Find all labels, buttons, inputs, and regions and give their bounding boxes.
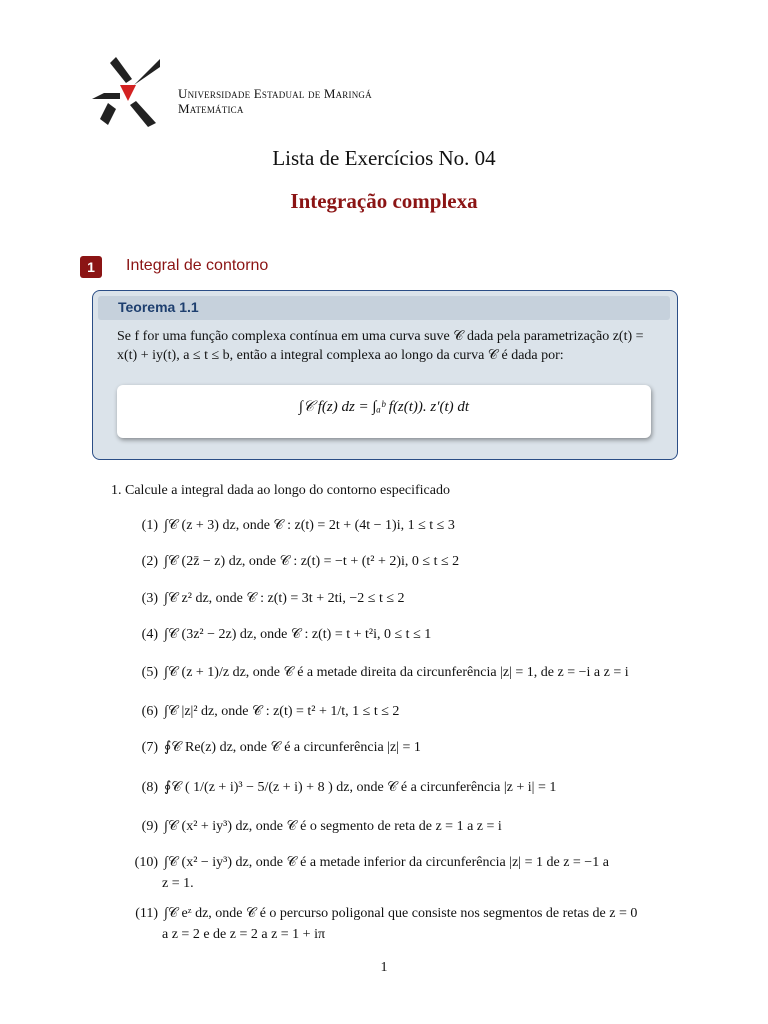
exercise-item [120, 904, 680, 923]
item-number: (5) [141, 665, 158, 680]
document-title: Lista de Exercícios No. 04 [272, 146, 496, 170]
exercise-item [120, 663, 629, 682]
item-number: (11) [135, 906, 158, 921]
item-text: ∫𝒞 eᶻ dz, onde 𝒞 é o percurso poligonal que consiste nos segmentos de retas de z = 0 [164, 906, 638, 921]
exercise-item [120, 778, 556, 797]
item-text: ∫𝒞 (x² − iy³) dz, onde 𝒞 é a metade inferior da circunferência |z| = 1 de z = −1 a [164, 855, 609, 870]
university-name: Universidade Estadual de Maringá [178, 86, 372, 101]
item-text: ∮𝒞 Re(z) dz, onde 𝒞 é a circunferência |z| = 1 [164, 740, 421, 755]
item-continuation: a z = 2 e de z = 2 a z = 1 + iπ [162, 927, 326, 942]
university-header [178, 86, 372, 116]
item-number: (1) [141, 518, 158, 533]
item-text: ∫𝒞 (3z² − 2z) dz, onde 𝒞 : z(t) = t + t²i, 0 ≤ t ≤ 1 [164, 627, 432, 642]
exercise-item [120, 738, 421, 757]
item-text: ∫𝒞 (x² + iy³) dz, onde 𝒞 é o segmento de reta de z = 1 a z = i [164, 819, 502, 834]
document-subtitle: Integração complexa [290, 189, 478, 213]
item-text: ∫𝒞 (z + 1)/z dz, onde 𝒞 é a metade direita da circunferência |z| = 1, de z = −i a z = i [164, 665, 629, 680]
exercise-item [120, 552, 459, 571]
item-number: (6) [141, 704, 158, 719]
item-text: ∮𝒞 ( 1/(z + i)³ − 5/(z + i) + 8 ) dz, onde 𝒞 é a circunferência |z + i| = 1 [164, 780, 557, 795]
item-number: (8) [141, 780, 158, 795]
item-text: ∫𝒞 |z|² dz, onde 𝒞 : z(t) = t² + 1/t, 1 ≤ t ≤ 2 [164, 704, 400, 719]
exercise-item [120, 702, 399, 721]
item-text: ∫𝒞 z² dz, onde 𝒞 : z(t) = 3t + 2ti, −2 ≤ t ≤ 2 [164, 591, 405, 606]
exercise-item [120, 589, 405, 608]
exercise-item [120, 817, 502, 836]
item-number: (7) [141, 740, 158, 755]
exercise-item [120, 625, 431, 644]
item-number: (4) [141, 627, 158, 642]
university-logo [90, 55, 162, 129]
section-title: Integral de contorno [126, 257, 269, 274]
item-text: ∫𝒞 (z + 3) dz, onde 𝒞 : z(t) = 2t + (4t − 1)i, 1 ≤ t ≤ 3 [164, 518, 455, 533]
item-text: ∫𝒞 (2z̄ − z) dz, onde 𝒞 : z(t) = −t + (t² + 2)i, 0 ≤ t ≤ 2 [164, 554, 460, 569]
theorem-text: Se f for uma função complexa contínua em uma curva suve 𝒞 dada pela parametrização z(t) = x(t) + iy(t), a ≤ t ≤ b, então a integral complexa ao longo da curva 𝒞 é dada por: [117, 329, 644, 363]
item-number: (2) [141, 554, 158, 569]
item-number: (3) [141, 591, 158, 606]
exercise-item [120, 516, 455, 535]
page-number: 1 [380, 960, 388, 975]
exercise-item [120, 853, 680, 872]
department-name: Matemática [178, 101, 244, 116]
theorem-label: Teorema 1.1 [118, 299, 199, 315]
section-number-badge: 1 [80, 256, 102, 278]
item-number: (10) [134, 855, 158, 870]
theorem-formula: ∫𝒞 f(z) dz = ∫ₐᵇ f(z(t)). z′(t) dt [298, 399, 470, 415]
exercise-intro: 1. Calcule a integral dada ao longo do contorno especificado [111, 483, 450, 498]
item-number: (9) [141, 819, 158, 834]
item-continuation: z = 1. [162, 876, 194, 891]
